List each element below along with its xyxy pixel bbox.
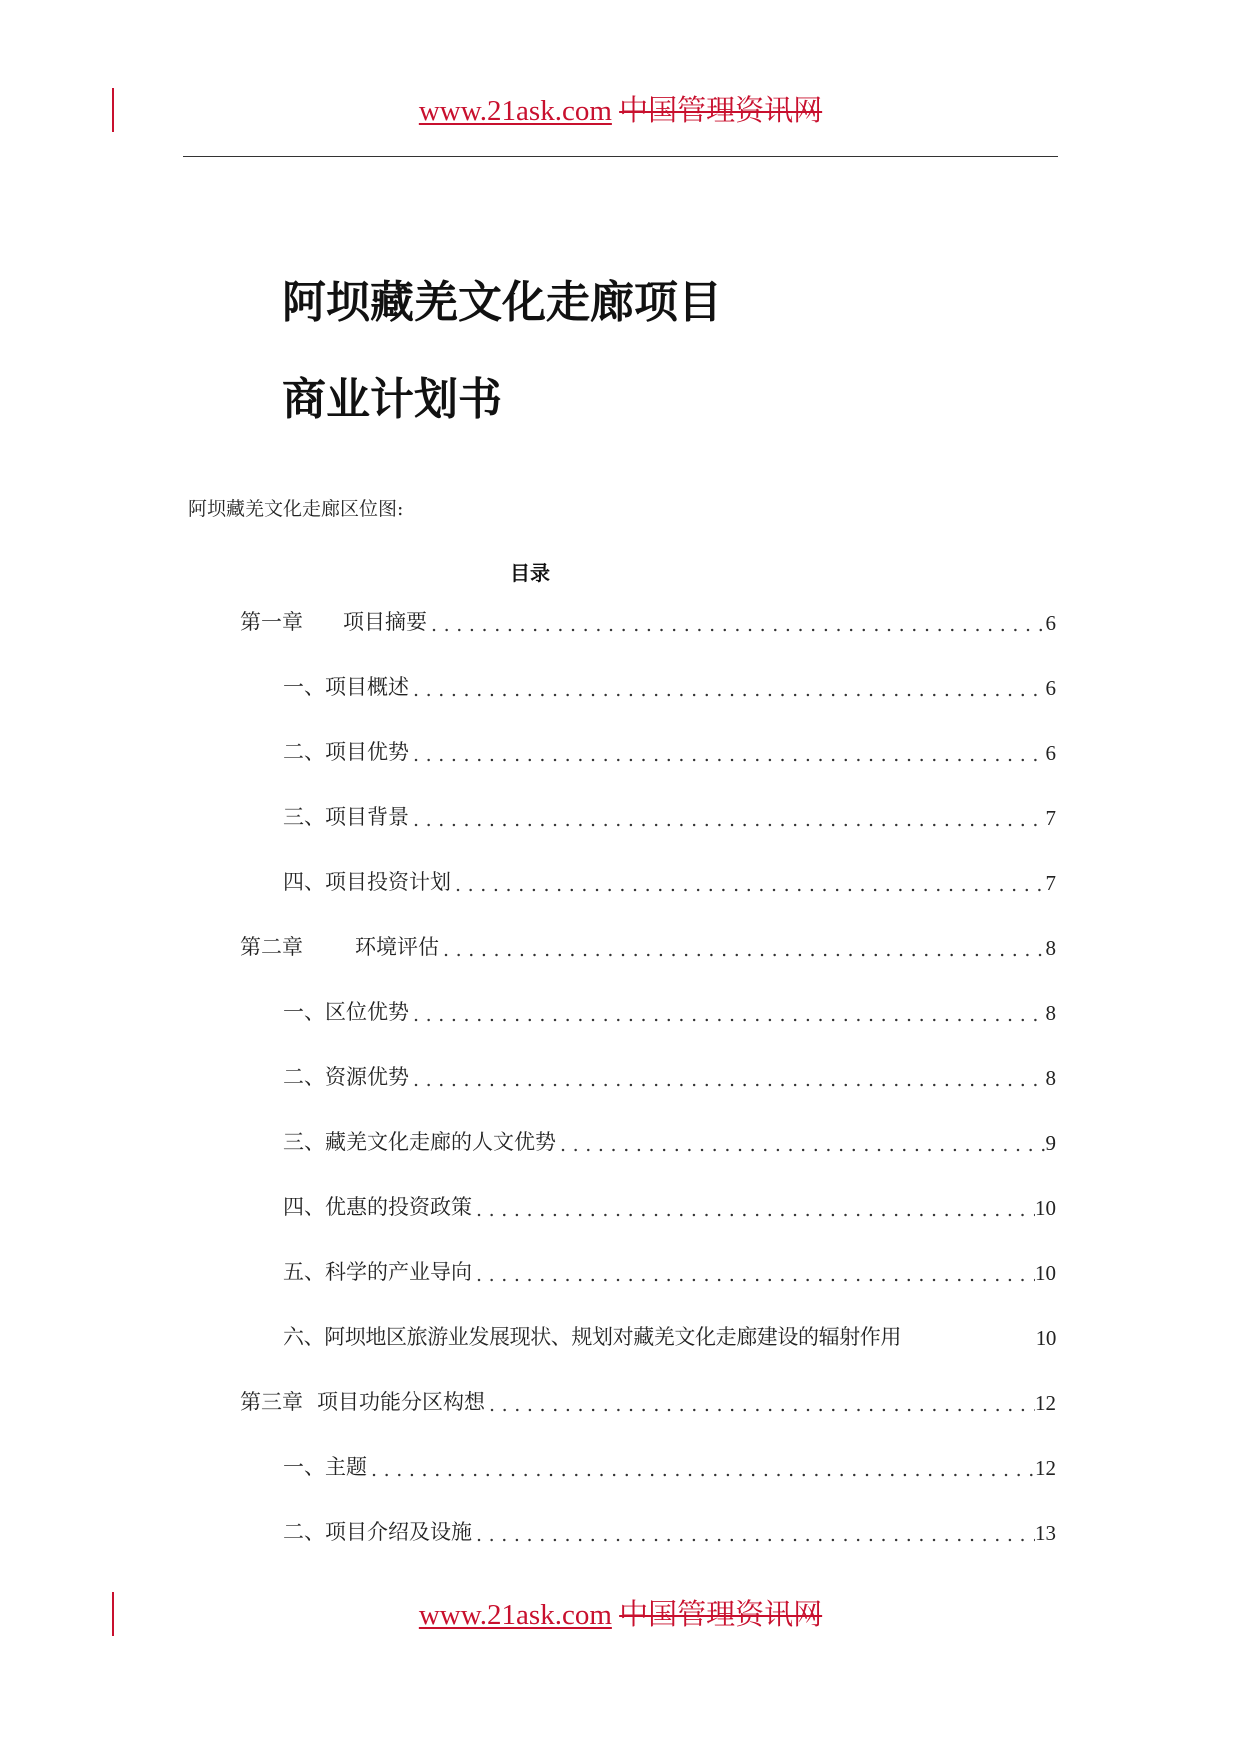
toc-page-number: 13	[1035, 1521, 1056, 1545]
toc-heading: 目录	[510, 561, 550, 585]
toc-entry[interactable]	[283, 1451, 1056, 1481]
toc-entry[interactable]	[283, 1516, 1056, 1546]
toc-page-number: 8	[1045, 1066, 1056, 1090]
toc-dot-leader	[409, 1069, 1046, 1091]
toc-page-number: 6	[1045, 611, 1056, 635]
toc-entry[interactable]	[283, 1126, 1056, 1156]
toc-entry[interactable]	[283, 1256, 1056, 1286]
toc-entry-label: 二、项目优势	[283, 740, 409, 764]
toc-dot-leader	[409, 744, 1046, 766]
toc-page-number: 8	[1045, 1001, 1056, 1025]
toc-entry-chapter-3[interactable]	[240, 1386, 1056, 1416]
toc-page-number: 6	[1045, 676, 1056, 700]
toc-entry[interactable]	[283, 996, 1056, 1026]
toc-dot-leader	[472, 1199, 1035, 1221]
location-map-caption: 阿坝藏羌文化走廊区位图:	[188, 498, 404, 520]
toc-entry[interactable]	[283, 736, 1056, 766]
toc-dot-leader	[439, 939, 1046, 961]
toc-dot-leader	[409, 679, 1046, 701]
toc-dot-leader	[427, 614, 1046, 636]
toc-dot-leader	[451, 874, 1046, 896]
toc-chapter-number: 第一章 项目摘要	[240, 610, 427, 634]
toc-entry[interactable]	[283, 1321, 1056, 1351]
document-title-line-2: 商业计划书	[282, 374, 502, 425]
toc-dot-leader	[409, 809, 1046, 831]
toc-entry-chapter-2[interactable]	[240, 931, 1056, 961]
toc-page-number: 7	[1045, 806, 1056, 830]
header-divider	[183, 156, 1058, 157]
toc-page-number: 8	[1045, 936, 1056, 960]
toc-page-number: 10	[1035, 1261, 1056, 1285]
toc-page-number: 12	[1035, 1391, 1056, 1415]
document-title-line-1: 阿坝藏羌文化走廊项目	[282, 277, 722, 328]
header-url[interactable]: www.21ask.com	[418, 95, 612, 127]
footer-site-name[interactable]: 中国管理资讯网	[619, 1599, 823, 1631]
toc-page-number: 10	[1035, 1326, 1056, 1350]
toc-dot-leader	[556, 1134, 1046, 1156]
toc-dot-leader	[409, 1004, 1046, 1026]
toc-entry-label: 四、项目投资计划	[283, 870, 451, 894]
toc-dot-leader	[485, 1394, 1035, 1416]
toc-dot-leader	[367, 1459, 1035, 1481]
toc-entry-label: 五、科学的产业导向	[283, 1260, 472, 1284]
toc-entry-label: 一、项目概述	[283, 675, 409, 699]
toc-entry[interactable]	[283, 1191, 1056, 1221]
toc-chapter-number: 第三章 项目功能分区构想	[240, 1390, 485, 1414]
header-site-name[interactable]: 中国管理资讯网	[619, 95, 823, 127]
toc-entry-label: 二、资源优势	[283, 1065, 409, 1089]
toc-entry-label: 一、区位优势	[283, 1000, 409, 1024]
toc-page-number: 9	[1045, 1131, 1056, 1155]
toc-entry[interactable]	[283, 801, 1056, 831]
toc-entry-label: 一、主题	[283, 1455, 367, 1479]
toc-entry-label: 三、项目背景	[283, 805, 409, 829]
toc-entry-label: 六、阿坝地区旅游业发展现状、规划对藏羌文化走廊建设的辐射作用	[283, 1325, 901, 1349]
header-watermark-link[interactable]	[0, 97, 1241, 126]
toc-page-number: 10	[1035, 1196, 1056, 1220]
toc-dot-leader	[472, 1524, 1035, 1546]
toc-page-number: 12	[1035, 1456, 1056, 1480]
toc-dot-leader	[472, 1264, 1035, 1286]
toc-entry[interactable]	[283, 1061, 1056, 1091]
toc-entry[interactable]	[283, 671, 1056, 701]
toc-entry-label: 三、藏羌文化走廊的人文优势	[283, 1130, 556, 1154]
toc-entry-label: 二、项目介绍及设施	[283, 1520, 472, 1544]
footer-url[interactable]: www.21ask.com	[418, 1599, 612, 1631]
toc-entry[interactable]	[283, 866, 1056, 896]
toc-page-number: 7	[1045, 871, 1056, 895]
toc-entry-label: 四、优惠的投资政策	[283, 1195, 472, 1219]
toc-chapter-number: 第二章 环境评估	[240, 935, 439, 959]
toc-entry-chapter-1[interactable]	[240, 606, 1056, 636]
toc-page-number: 6	[1045, 741, 1056, 765]
footer-watermark-link[interactable]	[0, 1601, 1241, 1630]
